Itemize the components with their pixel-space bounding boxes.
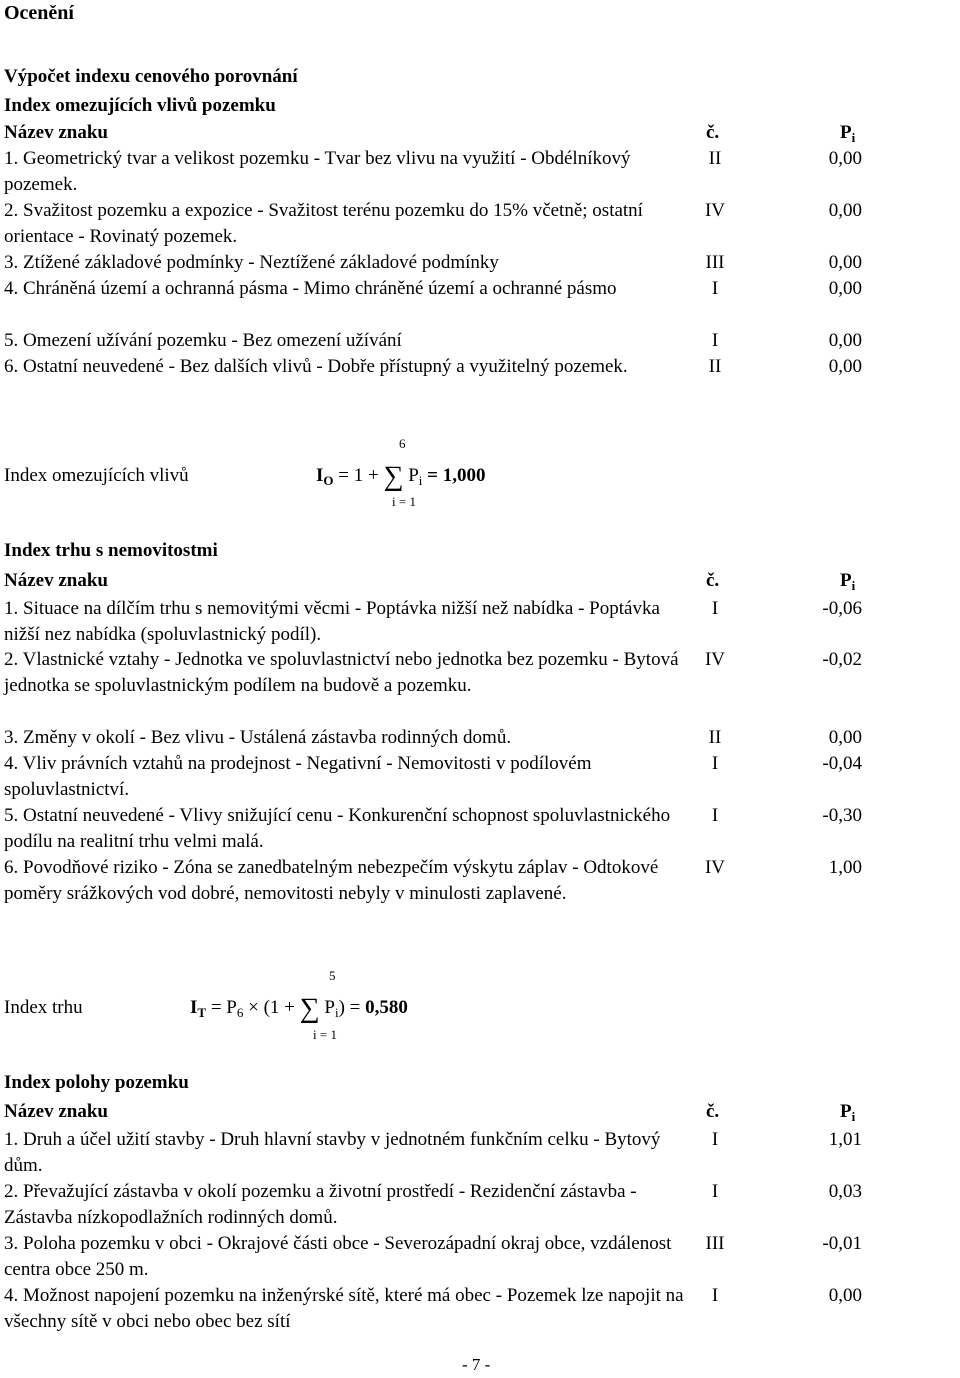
row-number: I (711, 278, 719, 299)
row-value: 0,00 (828, 727, 862, 748)
row-value: 1,01 (828, 1129, 862, 1150)
row-number: IV (704, 649, 726, 670)
table-row: 3. Poloha pozemku v obci - Okrajové části obce - Severozápadní okraj obce, vzdálenost centra obce 250 m. (4, 1233, 672, 1280)
index-formula: $I_T = P_6 \times (1$ + ∑ $P_i) = 0,580$ (190, 993, 408, 1024)
row-number: I (711, 598, 719, 619)
table-row: 4. Chráněná území a ochranná pásma - Mimo chráněné území a ochranné pásmo (4, 278, 617, 299)
table-row: 5. Omezení užívání pozemku - Bez omezení užívání (4, 330, 402, 351)
row-value: 0,00 (828, 356, 862, 377)
table-row: 4. Možnost napojení pozemku na inženýrské sítě, které má obec - Pozemek lze napojit na všechny sítě v obci nebo obec bez sítí (4, 1285, 684, 1332)
row-number: II (708, 356, 722, 377)
row-value: 1,00 (828, 857, 862, 878)
row-number: I (711, 330, 719, 351)
sum-upper-limit: 6 (399, 436, 406, 451)
col-name-header: Název znaku (4, 570, 108, 591)
row-number: I (711, 1181, 719, 1202)
index-formula: $I_O = 1$ + ∑ $P_i = 1,000$ (316, 461, 486, 492)
row-number: II (708, 727, 722, 748)
table-header (0, 120, 870, 146)
col-name-header: Název znaku (4, 1101, 108, 1122)
page-title: Ocenění (4, 2, 74, 24)
section-heading: Index trhu s nemovitostmi (4, 540, 218, 561)
row-value: 0,00 (828, 200, 862, 221)
table-header (0, 1099, 870, 1125)
table-row: 1. Situace na dílčím trhu s nemovitými věcmi - Poptávka nižší než nabídka - Poptávka nižší nez nabídka (spoluvlastnický podíl). (4, 598, 660, 645)
section-heading: Výpočet indexu cenového porovnání (4, 66, 298, 87)
table-header (0, 568, 870, 594)
col-p-header: $P_i$ (840, 122, 856, 145)
row-value: 0,03 (828, 1181, 862, 1202)
table-row: 4. Vliv právních vztahů na prodejnost - Negativní - Nemovitosti v podílovém spoluvlastnictví. (4, 753, 592, 800)
sum-upper-limit: 5 (329, 968, 336, 983)
sum-lower-limit: i = 1 (313, 1027, 337, 1042)
row-number: IV (704, 857, 726, 878)
col-name-header: Název znaku (4, 122, 108, 143)
row-value: 0,00 (828, 278, 862, 299)
formula-label: Index omezujících vlivů (4, 465, 189, 486)
col-number-header: č. (706, 1101, 720, 1122)
table-row: 2. Převažující zástavba v okolí pozemku a životní prostředí - Rezidenční zástavba - Zástavba nízkopodlažních rodinných domů. (4, 1181, 637, 1228)
table-row: 5. Ostatní neuvedené - Vlivy snižující cenu - Konkurenční schopnost spoluvlastnického podílu na realitní trhu velmi malá. (4, 805, 671, 852)
row-value: -0,06 (822, 598, 862, 619)
col-p-header: $P_i$ (840, 570, 856, 593)
formula-label: Index trhu (4, 997, 83, 1018)
row-number: I (711, 1285, 719, 1306)
row-value: 0,00 (828, 1285, 862, 1306)
row-value: 0,00 (828, 330, 862, 351)
row-number: III (705, 252, 725, 273)
col-number-header: č. (706, 570, 720, 591)
sigma-symbol: ∑ (299, 993, 320, 1024)
sum-lower-limit: i = 1 (392, 494, 416, 509)
table-row: 6. Ostatní neuvedené - Bez dalších vlivů - Dobře přístupný a využitelný pozemek. (4, 356, 628, 377)
row-value: -0,30 (822, 805, 862, 826)
row-value: -0,02 (822, 649, 862, 670)
row-number: II (708, 148, 722, 169)
table-row: 2. Svažitost pozemku a expozice - Svažitost terénu pozemku do 15% včetně; ostatní orientace - Rovinatý pozemek. (4, 200, 643, 247)
sigma-symbol: ∑ (383, 461, 404, 492)
table-row: 1. Geometrický tvar a velikost pozemku - Tvar bez vlivu na využití - Obdélníkový pozemek. (4, 148, 631, 195)
row-number: IV (704, 200, 726, 221)
row-number: I (711, 753, 719, 774)
row-value: -0,04 (822, 753, 862, 774)
row-number: I (711, 805, 719, 826)
section-heading: Index polohy pozemku (4, 1072, 189, 1093)
row-value: 0,00 (828, 148, 862, 169)
table-row: 1. Druh a účel užití stavby - Druh hlavní stavby v jednotném funkčním celku - Bytový dům. (4, 1129, 661, 1176)
col-p-header: $P_i$ (840, 1101, 856, 1124)
row-number: III (705, 1233, 725, 1254)
col-number-header: č. (706, 122, 720, 143)
table-row: 6. Povodňové riziko - Zóna se zanedbatelným nebezpečím výskytu záplav - Odtokové poměry srážkových vod dobré, nemovitosti nebyly v minulosti zaplavené. (4, 857, 659, 904)
table-row: 3. Ztížené základové podmínky - Neztížené základové podmínky (4, 252, 499, 273)
table-row: 3. Změny v okolí - Bez vlivu - Ustálená zástavba rodinných domů. (4, 727, 512, 748)
table-row: 2. Vlastnické vztahy - Jednotka ve spoluvlastnictví nebo jednotka bez pozemku - Bytová jednotka se spoluvlastnickým podílem na budově a pozemku. (4, 649, 679, 696)
row-value: -0,01 (822, 1233, 862, 1254)
section-subheading: Index omezujících vlivů pozemku (4, 95, 276, 116)
row-number: I (711, 1129, 719, 1150)
page-number: - 7 - (462, 1355, 491, 1374)
row-value: 0,00 (828, 252, 862, 273)
